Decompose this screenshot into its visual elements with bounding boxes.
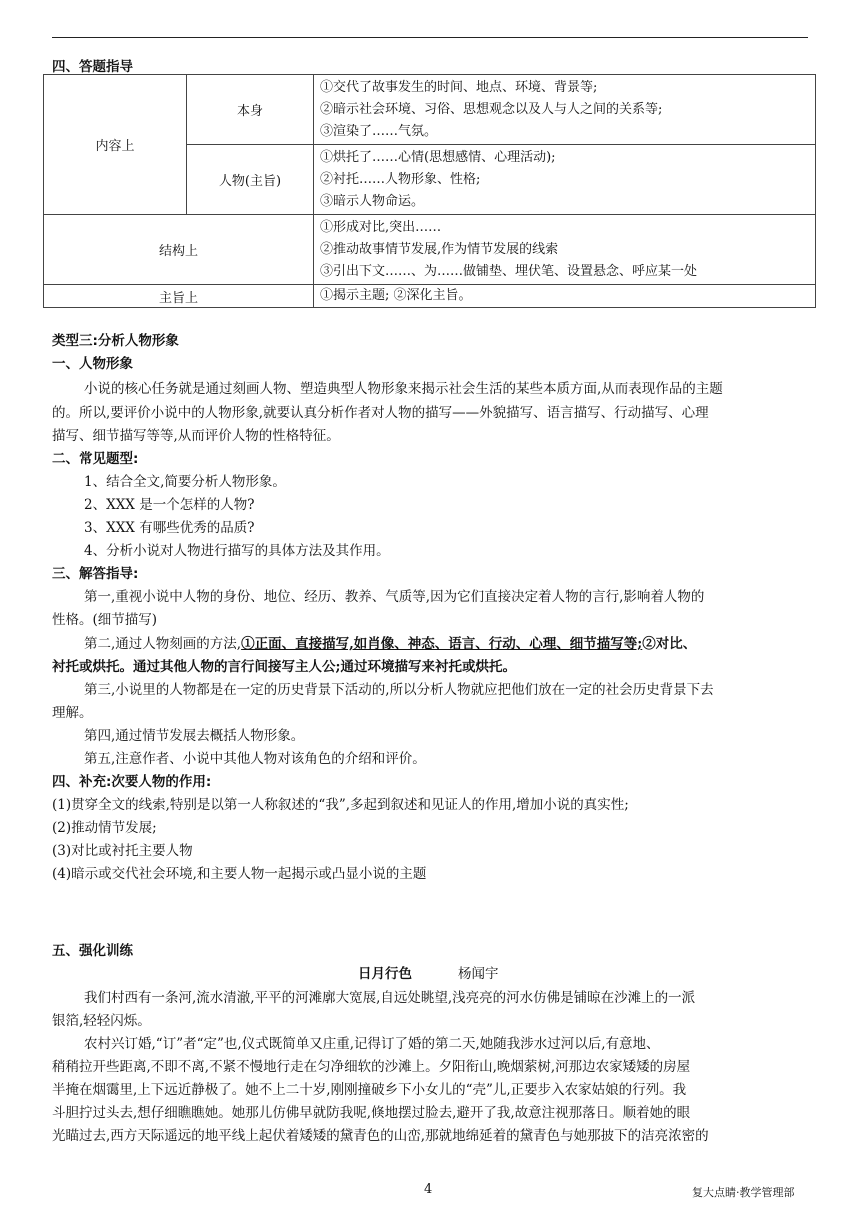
list-item: ③暗示人物命运。 [320, 193, 425, 209]
heading-secondary-roles: 四、补充:次要人物的作用: [52, 774, 212, 790]
structure-label: 结构上 [44, 215, 314, 285]
answer-guide-table [43, 74, 816, 308]
story-line: 半掩在烟霭里,上下远近静极了。她不上二十岁,刚刚撞破乡下小女儿的“壳”儿,正要步入农家姑娘的行列。我 [52, 1082, 687, 1098]
list-item: ①形成对比,突出…… [320, 219, 442, 235]
list-item: 1、结合全文,简要分析人物形象。 [84, 474, 286, 490]
paragraph-line: 第五,注意作者、小说中其他人物对该角色的介绍和评价。 [84, 751, 426, 767]
character-label: 人物(主旨) [187, 145, 314, 215]
list-item: ①交代了故事发生的时间、地点、环境、背景等; [320, 79, 598, 95]
character-items [314, 145, 816, 215]
paragraph-line [84, 632, 696, 652]
list-item: (3)对比或衬托主要人物 [52, 843, 193, 859]
paragraph-line-bold: 衬托或烘托。通过其他人物的言行间接写主人公;通过环境描写来衬托或烘托。 [52, 659, 516, 675]
list-item: 2、XXX 是一个怎样的人物? [84, 497, 255, 513]
list-item: (2)推动情节发展; [52, 820, 157, 836]
story-line: 稍稍拉开些距离,不即不离,不紧不慢地行走在匀净细软的沙滩上。夕阳衔山,晚烟萦树,河那边农家矮矮的房屋 [52, 1059, 691, 1075]
emphasis-underlined: ①正面、直接描写,如肖像、神态、语言、行动、心理、细节描写等; [241, 636, 643, 652]
paragraph-line: 描写、细节描写等等,从而评价人物的性格特征。 [52, 428, 340, 444]
list-item: (1)贯穿全文的线索,特别是以第一人称叙述的“我”,多起到叙述和见证人的作用,增加小说的真实性; [52, 797, 629, 813]
paragraph-line: 的。所以,要评价小说中的人物形象,就要认真分析作者对人物的描写——外貌描写、语言描写、行动描写、心理 [52, 405, 709, 421]
footer-organization: 复大点睛·教学管理部 [692, 1186, 795, 1199]
paragraph-line: 第三,小说里的人物都是在一定的历史背景下活动的,所以分析人物就应把他们放在一定的社会历史背景下去 [84, 682, 714, 698]
paragraph-line: 小说的核心任务就是通过刻画人物、塑造典型人物形象来揭示社会生活的某些本质方面,从而表现作品的主题 [84, 381, 723, 397]
list-item: ①烘托了……心情(思想感情、心理活动); [320, 149, 556, 165]
list-item: ②推动故事情节发展,作为情节发展的线索 [320, 241, 559, 257]
type3-title: 类型三:分析人物形象 [52, 333, 179, 349]
theme-label: 主旨上 [44, 285, 314, 308]
content-label: 内容上 [44, 75, 187, 215]
story-line: 银箔,轻轻闪烁。 [52, 1013, 151, 1029]
table-row [44, 215, 816, 285]
list-item: ③渲染了……气氛。 [320, 123, 438, 139]
story-line: 斗胆拧过头去,想仔细瞧瞧她。她那儿仿佛早就防我呢,倏地摆过脸去,避开了我,故意注视那落日。顺着她的眼 [52, 1105, 691, 1121]
list-item: (4)暗示或交代社会环境,和主要人物一起揭示或凸显小说的主题 [52, 866, 427, 882]
story-line: 光瞄过去,西方天际遥远的地平线上起伏着矮矮的黛青色的山峦,那就地绵延着的黛青色与她那披下的洁亮浓密的 [52, 1128, 709, 1144]
paragraph-line: 性格。(细节描写) [52, 612, 158, 628]
emphasis-bold: ②对比、 [642, 636, 697, 652]
story-line: 农村兴订婚,“订”者“定”也,仪式既简单又庄重,记得订了婚的第二天,她随我涉水过河以后,有意地、 [84, 1036, 660, 1052]
story-author: 杨闻宇 [458, 966, 499, 982]
page-number: 4 [424, 1182, 433, 1197]
section-heading-answer-guide: 四、答题指导 [52, 59, 133, 75]
theme-items [314, 285, 816, 308]
list-item: ③引出下文……、为……做铺垫、埋伏笔、设置悬念、呼应某一处 [320, 263, 698, 279]
story-line: 我们村西有一条河,流水清澈,平平的河滩廓大宽展,自远处眺望,浅亮亮的河水仿佛是铺晾在沙滩上的一派 [84, 990, 696, 1006]
list-item: 4、分析小说对人物进行描写的具体方法及其作用。 [84, 543, 390, 559]
paragraph-line: 理解。 [52, 705, 93, 721]
paragraph-line: 第一,重视小说中人物的身份、地位、经历、教养、气质等,因为它们直接决定着人物的言行,影响着人物的 [84, 589, 705, 605]
self-label: 本身 [187, 75, 314, 145]
table-row [44, 75, 816, 145]
list-item: ①揭示主题; ②深化主旨。 [320, 288, 472, 303]
text-span: 第二,通过人物刻画的方法, [84, 636, 242, 652]
paragraph-line: 第四,通过情节发展去概括人物形象。 [84, 728, 305, 744]
list-item: ②衬托……人物形象、性格; [320, 171, 481, 187]
list-item: 3、XXX 有哪些优秀的品质? [84, 520, 255, 536]
heading-answer-guidance: 三、解答指导: [52, 566, 139, 582]
list-item: ②暗示社会环境、习俗、思想观念以及人与人之间的关系等; [320, 101, 663, 117]
story-title: 日月行色 [358, 966, 412, 982]
heading-training: 五、强化训练 [52, 943, 133, 959]
self-items [314, 75, 816, 145]
heading-character-image: 一、人物形象 [52, 356, 133, 372]
structure-items [314, 215, 816, 285]
heading-common-questions: 二、常见题型: [52, 451, 139, 467]
header-rule [52, 37, 808, 38]
table-row [44, 285, 816, 308]
